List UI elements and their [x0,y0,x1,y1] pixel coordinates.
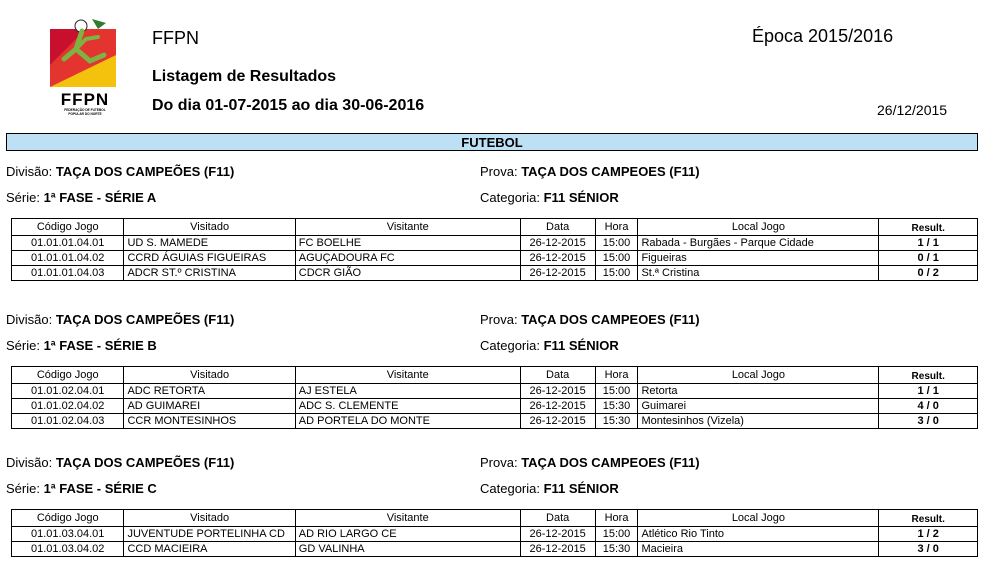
table-row [12,384,978,399]
column-header: Hora [595,510,638,527]
column-header: Visitante [295,367,520,384]
serie-label: Série: [6,481,44,496]
home-team-cell: ADC RETORTA [124,384,295,399]
game-code-cell: 01.01.02.04.02 [12,399,124,414]
home-team-cell: CCD MACIEIRA [124,542,295,557]
column-header: Visitado [124,367,295,384]
date-cell: 26-12-2015 [520,542,595,557]
home-team-cell: AD GUIMAREI [124,399,295,414]
game-code-cell: 01.01.03.04.01 [12,527,124,542]
categoria-line [480,190,619,205]
categoria-line [480,338,619,353]
column-header: Visitante [295,219,520,236]
game-code-cell: 01.01.02.04.03 [12,414,124,429]
column-header: Data [520,219,595,236]
column-header: Código Jogo [12,367,124,384]
date-cell: 26-12-2015 [520,384,595,399]
serie-line [6,190,156,205]
ffpn-logo [46,15,124,117]
venue-cell: Figueiras [638,251,879,266]
serie-line [6,481,157,496]
column-header: Hora [595,219,638,236]
venue-cell: Rabada - Burgães - Parque Cidade [638,236,879,251]
away-team-cell: AJ ESTELA [295,384,520,399]
game-code-cell: 01.01.01.04.02 [12,251,124,266]
result-cell: 3 / 0 [879,414,978,429]
column-header: Local Jogo [638,510,879,527]
divisao-line [6,455,234,470]
categoria-label: Categoria: [480,190,544,205]
serie-line [6,338,157,353]
categoria-label: Categoria: [480,481,544,496]
venue-cell: Montesinhos (Vizela) [638,414,879,429]
away-team-cell: AGUÇADOURA FC [295,251,520,266]
serie-value: 1ª FASE - SÉRIE A [43,190,157,205]
result-cell: 0 / 2 [879,266,978,281]
column-header: Result. [879,219,978,236]
date-cell: 26-12-2015 [520,251,595,266]
categoria-value: F11 SÉNIOR [543,481,619,496]
time-cell: 15:30 [595,542,638,557]
result-cell: 1 / 1 [879,384,978,399]
divisao-label: Divisão: [6,455,56,470]
home-team-cell: UD S. MAMEDE [124,236,295,251]
prova-label: Prova: [480,164,522,179]
svg-text:FFPN: FFPN [60,90,110,109]
prova-label: Prova: [480,312,522,327]
column-header: Visitante [295,510,520,527]
table-header-row [12,219,978,236]
column-header: Visitado [124,510,295,527]
season-label: Época 2015/2016 [752,26,894,46]
prova-value: TAÇA DOS CAMPEOES (F11) [521,455,700,470]
table-row [12,399,978,414]
game-code-cell: 01.01.02.04.01 [12,384,124,399]
divisao-line [6,164,234,179]
table-row [12,266,978,281]
categoria-line [480,481,619,496]
table-header-row [12,367,978,384]
game-code-cell: 01.01.03.04.02 [12,542,124,557]
away-team-cell: CDCR GIÃO [295,266,520,281]
svg-text:POPULAR DO NORTE: POPULAR DO NORTE [68,112,102,116]
serie-label: Série: [6,338,44,353]
result-cell: 3 / 0 [879,542,978,557]
table-header-row [12,510,978,527]
time-cell: 15:30 [595,399,638,414]
home-team-cell: CCRD ÁGUIAS FIGUEIRAS [124,251,295,266]
result-cell: 1 / 2 [879,527,978,542]
time-cell: 15:30 [595,414,638,429]
serie-label: Série: [6,190,44,205]
column-header: Data [520,510,595,527]
section-banner: FUTEBOL [6,133,978,151]
venue-cell: Guimarei [638,399,879,414]
prova-line [480,164,700,179]
print-date: 26/12/2015 [877,102,948,118]
divisao-line [6,312,234,327]
home-team-cell: CCR MONTESINHOS [124,414,295,429]
table-row [12,251,978,266]
prova-line [480,312,700,327]
svg-text:FEDERAÇÃO DE FUTEBOL: FEDERAÇÃO DE FUTEBOL [64,108,106,112]
away-team-cell: FC BOELHE [295,236,520,251]
serie-value: 1ª FASE - SÉRIE C [43,481,157,496]
venue-cell: Macieira [638,542,879,557]
column-header: Local Jogo [638,219,879,236]
away-team-cell: ADC S. CLEMENTE [295,399,520,414]
venue-cell: Atlético Rio Tinto [638,527,879,542]
table-row [12,527,978,542]
prova-label: Prova: [480,455,522,470]
prova-value: TAÇA DOS CAMPEOES (F11) [521,164,700,179]
categoria-label: Categoria: [480,338,544,353]
org-name: FFPN [152,28,199,48]
column-header: Result. [879,510,978,527]
date-cell: 26-12-2015 [520,266,595,281]
categoria-value: F11 SÉNIOR [543,338,619,353]
home-team-cell: JUVENTUDE PORTELINHA CD [124,527,295,542]
result-cell: 1 / 1 [879,236,978,251]
date-cell: 26-12-2015 [520,236,595,251]
away-team-cell: AD PORTELA DO MONTE [295,414,520,429]
divisao-label: Divisão: [6,312,56,327]
results-table [11,509,978,557]
time-cell: 15:00 [595,527,638,542]
time-cell: 15:00 [595,266,638,281]
divisao-value: TAÇA DOS CAMPEÕES (F11) [55,455,235,470]
results-table [11,366,978,429]
column-header: Hora [595,367,638,384]
result-cell: 0 / 1 [879,251,978,266]
away-team-cell: GD VALINHA [295,542,520,557]
column-header: Código Jogo [12,510,124,527]
result-cell: 4 / 0 [879,399,978,414]
home-team-cell: ADCR ST.º CRISTINA [124,266,295,281]
divisao-label: Divisão: [6,164,56,179]
time-cell: 15:00 [595,251,638,266]
venue-cell: St.ª Cristina [638,266,879,281]
document-title: Listagem de Resultados [152,68,337,85]
categoria-value: F11 SÉNIOR [543,190,619,205]
date-cell: 26-12-2015 [520,414,595,429]
column-header: Local Jogo [638,367,879,384]
column-header: Visitado [124,219,295,236]
table-row [12,236,978,251]
venue-cell: Retorta [638,384,879,399]
divisao-value: TAÇA DOS CAMPEÕES (F11) [55,164,235,179]
time-cell: 15:00 [595,236,638,251]
date-cell: 26-12-2015 [520,527,595,542]
prova-line [480,455,700,470]
divisao-value: TAÇA DOS CAMPEÕES (F11) [55,312,235,327]
column-header: Código Jogo [12,219,124,236]
serie-value: 1ª FASE - SÉRIE B [43,338,157,353]
game-code-cell: 01.01.01.04.01 [12,236,124,251]
date-period: Do dia 01-07-2015 ao dia 30-06-2016 [152,97,425,114]
game-code-cell: 01.01.01.04.03 [12,266,124,281]
results-table [11,218,978,281]
date-cell: 26-12-2015 [520,399,595,414]
time-cell: 15:00 [595,384,638,399]
column-header: Data [520,367,595,384]
table-row [12,542,978,557]
table-row [12,414,978,429]
prova-value: TAÇA DOS CAMPEOES (F11) [521,312,700,327]
column-header: Result. [879,367,978,384]
away-team-cell: AD RIO LARGO CE [295,527,520,542]
